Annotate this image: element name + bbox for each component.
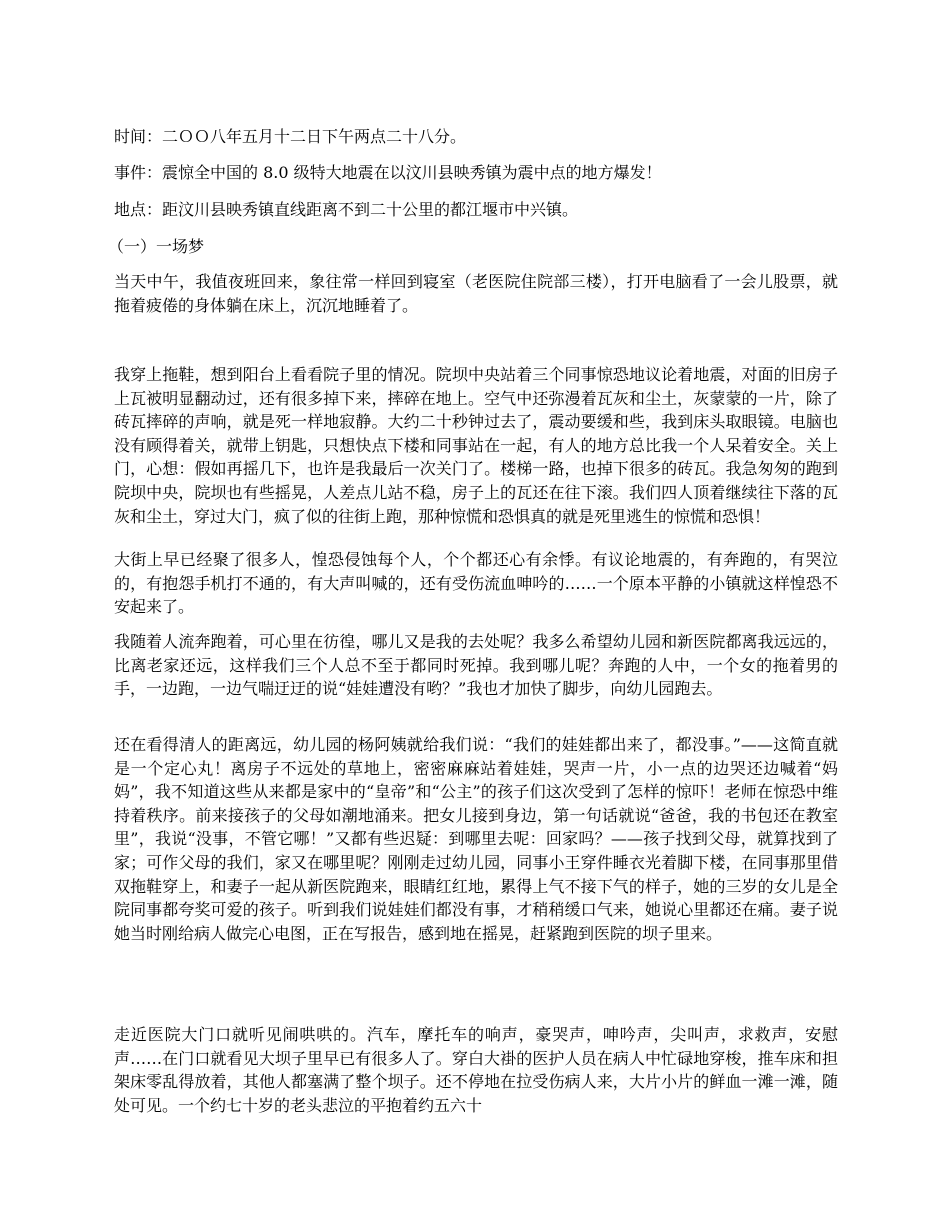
paragraph-4: 我随着人流奔跑着，可心里在彷徨，哪儿又是我的去处呢？我多么希望幼儿园和新医院都离我远远的，比离老家还远，这样我们三个人总不至于都同时死掉。我到哪儿呢？奔跑的人中，一个女的拖着男的手，一边跑，一边气喘迂迂的说“娃娃遭没有哟？”我也才加快了脚步，向幼儿园跑去。 xyxy=(114,632,838,699)
paragraph-6: 走近医院大门口就听见闹哄哄的。汽车，摩托车的响声，豪哭声，呻吟声，尖叫声，求救声，安慰声……在门口就看见大坝子里早已有很多人了。穿白大褂的医护人员在病人中忙碌地穿梭，推车床和担架床零乱得放着，其他人都塞满了整个坝子。还不停地在拉受伤病人来，大片小片的鲜血一滩一滩，随处可见。一个约七十岁的老头悲泣的平抱着约五六十 xyxy=(114,1025,838,1115)
paragraph-3: 大街上早已经聚了很多人，惶恐侵蚀每个人，个个都还心有余悸。有议论地震的，有奔跑的，有哭泣的，有抱怨手机打不通的，有大声叫喊的，还有受伤流血呻吟的……一个原本平静的小镇就这样惶恐不安起来了。 xyxy=(114,550,838,617)
paragraph-5: 还在看得清人的距离远，幼儿园的杨阿姨就给我们说：“我们的娃娃都出来了，都没事。”——这简直就是一个定心丸！离房子不远处的草地上，密密麻麻站着娃娃，哭声一片，小一点的边哭还边喊着“妈妈”，我不知道这些从来都是家中的“皇帝”和“公主”的孩子们这次受到了怎样的惊吓！老师在惊恐中维持着秩序。前来接孩子的父母如潮地涌来。把女儿接到身边，第一句话就说“爸爸，我的书包还在教室里”，我说“没事，不管它哪！”又都有些迟疑：到哪里去呢：回家吗？——孩子找到父母，就算找到了家；可作父母的我们，家又在哪里呢？刚刚走过幼儿园，同事小王穿件睡衣光着脚下楼，在同事那里借双拖鞋穿上，和妻子一起从新医院跑来，眼睛红红地，累得上气不接下气的样子，她的三岁的女儿是全院同事都夸奖可爱的孩子。听到我们说娃娃们都没有事，才稍稍缓口气来，她说心里都还在痛。妻子说她当时刚给病人做完心电图，正在写报告，感到地在摇晃，赶紧跑到医院的坝子里来。 xyxy=(114,735,838,943)
section-heading: （一）一场梦 xyxy=(108,237,205,256)
event-line: 事件：震惊全中国的 8.0 级特大地震在以汶川县映秀镇为震中点的地方爆发！ xyxy=(114,163,662,182)
place-line: 地点：距汶川县映秀镇直线距离不到二十公里的都江堰市中兴镇。 xyxy=(114,200,579,219)
time-line: 时间：二ＯＯ八年五月十二日下午两点二十八分。 xyxy=(114,127,467,146)
paragraph-1: 当天中午，我值夜班回来，象往常一样回到寝室（老医院住院部三楼），打开电脑看了一会儿股票，就拖着疲倦的身体躺在床上，沉沉地睡着了。 xyxy=(114,272,838,315)
document-page xyxy=(108,0,838,1230)
paragraph-2: 我穿上拖鞋，想到阳台上看看院子里的情况。院坝中央站着三个同事惊恐地议论着地震，对面的旧房子上瓦被明显翻动过，还有很多掉下来，摔碎在地上。空气中还弥漫着瓦灰和尘土，灰蒙蒙的一片，除了砖瓦摔碎的声响，就是死一样地寂静。大约二十秒钟过去了，震动要缓和些，我到床头取眼镜。电脑也没有顾得着关，就带上钥匙，只想快点下楼和同事站在一起，有人的地方总比我一个人呆着安全。关上门，心想：假如再摇几下，也许是我最后一次关门了。楼梯一路，也掉下很多的砖瓦。我急匆匆的跑到院坝中央，院坝也有些摇晃，人差点儿站不稳，房子上的瓦还在往下滚。我们四人顶着继续往下落的瓦灰和尘土，穿过大门，疯了似的往街上跑，那种惊慌和恐惧真的就是死里逃生的惊慌和恐惧！ xyxy=(114,365,838,526)
